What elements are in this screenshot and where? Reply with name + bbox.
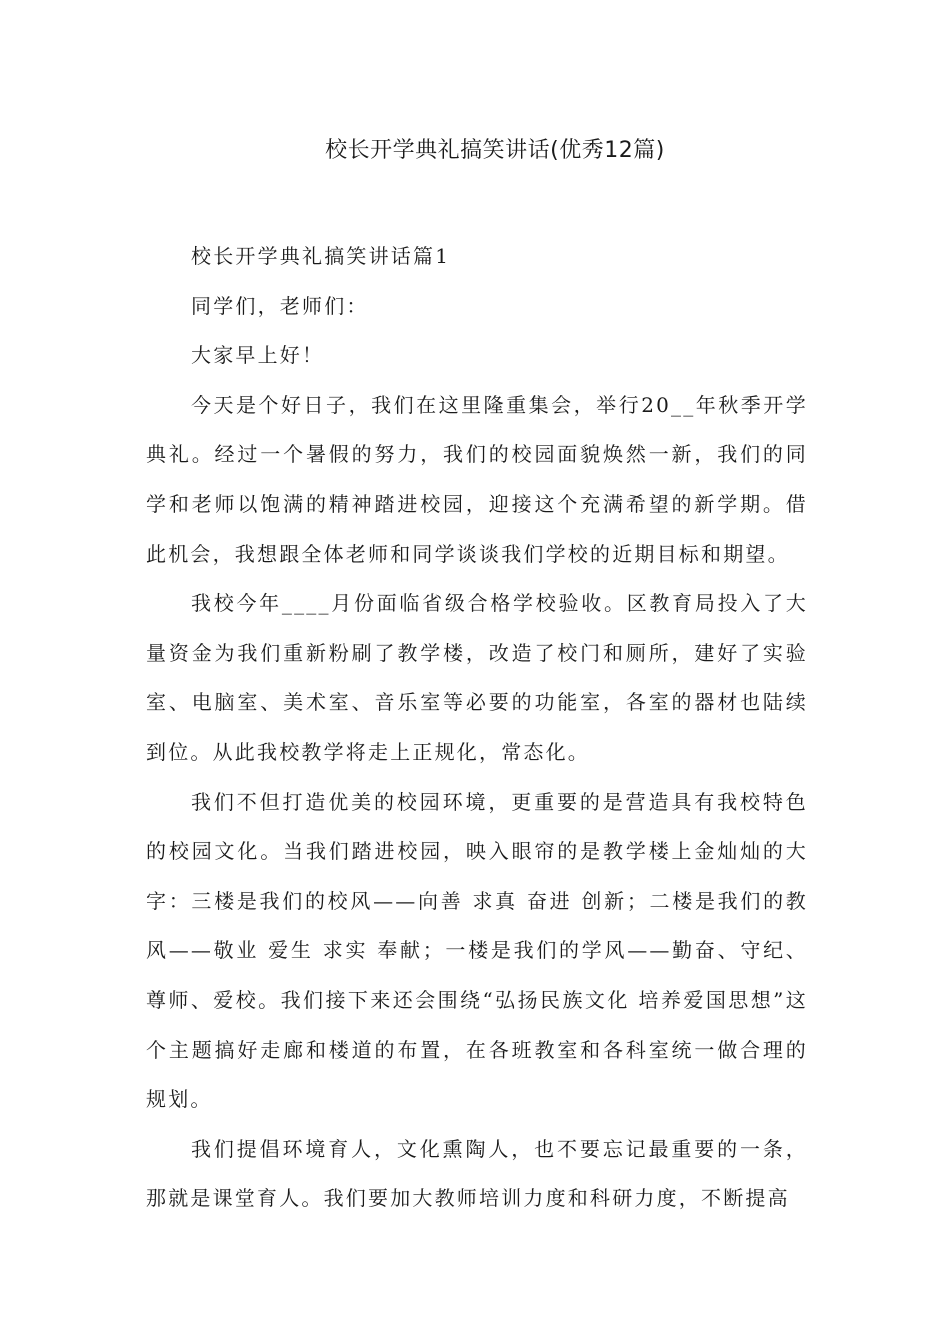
document-body — [146, 232, 808, 1224]
section-heading: 校长开学典礼搞笑讲话篇1 — [191, 244, 451, 268]
document-title: 校长开学典礼搞笑讲话(优秀12篇) — [325, 138, 665, 163]
greeting: 大家早上好！ — [191, 343, 325, 368]
paragraph: 我们提倡环境育人，文化熏陶人，也不要忘记最重要的一条，那就是课堂育人。我们要加大教师培训力度和科研力度，不断提高 — [146, 1136, 808, 1211]
paragraph: 今天是个好日子，我们在这里隆重集会，举行20__年秋季开学典礼。经过一个暑假的努力，我们的校园面貌焕然一新，我们的同学和老师以饱满的精神踏进校园，迎接这个充满希望的新学期。借此机会，我想跟全体老师和同学谈谈我们学校的近期目标和期望。 — [146, 392, 808, 566]
paragraph: 我校今年____月份面临省级合格学校验收。区教育局投入了大量资金为我们重新粉刷了教学楼，改造了校门和厕所，建好了实验室、电脑室、美术室、音乐室等必要的功能室，各室的器材也陆续到位。从此我校教学将走上正规化，常态化。 — [146, 591, 808, 764]
paragraph: 我们不但打造优美的校园环境，更重要的是营造具有我校特色的校园文化。当我们踏进校园，映入眼帘的是教学楼上金灿灿的大字：三楼是我们的校风——向善 求真 奋进 创新；二楼是我们的教风——敬业 爱生 求实 奉献；一楼是我们的学风——勤奋、守纪、尊师、爱校。我们接下来还会围绕“弘扬民族文化 培养爱国思想”这个主题搞好走廊和楼道的布置，在各班教室和各科室统一做合理的规划。 — [146, 789, 808, 1112]
salutation: 同学们，老师们： — [191, 293, 369, 318]
